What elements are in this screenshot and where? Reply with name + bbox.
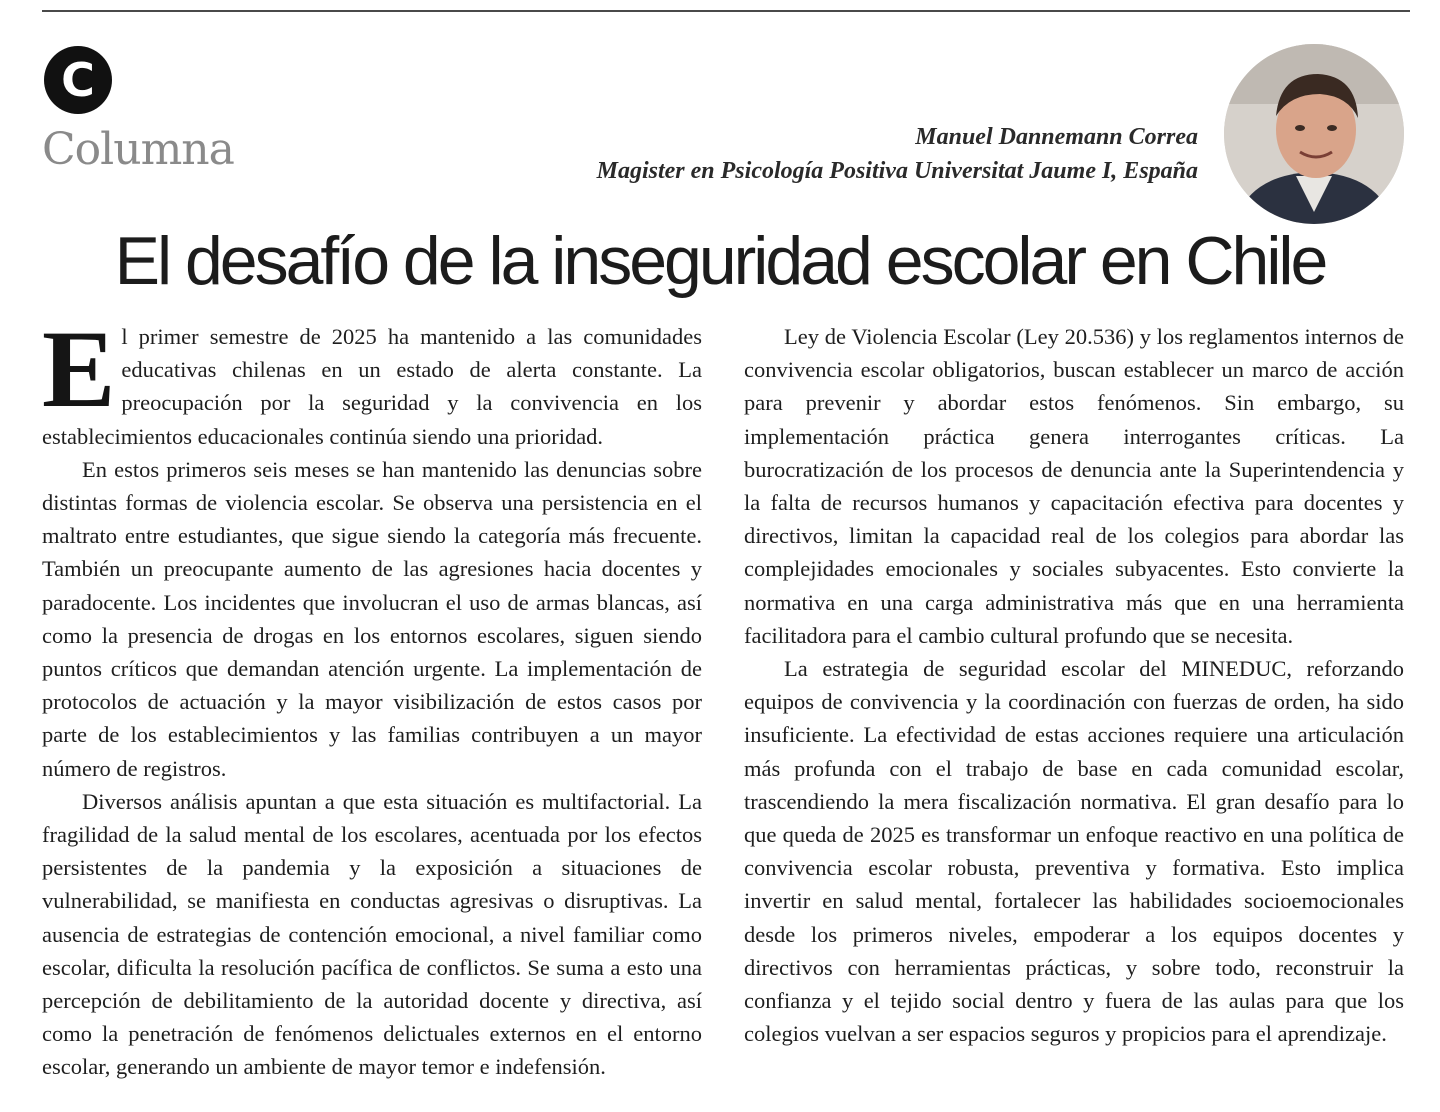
- byline: [597, 120, 1198, 188]
- section-badge: [44, 46, 112, 114]
- author-title: Magister en Psicología Positiva Universitat Jaume I, España: [596, 158, 1198, 184]
- paragraph-3: Diversos análisis apuntan a que esta situación es multifactorial. La fragilidad de la salud mental de los escolares, acentuada por los efectos persistentes de la pandemia y la exposición a situaciones de vulnerabilidad, se manifiesta en conductas agresivas o disruptivas. La ausencia de estrategias de contención emocional, a nivel familiar como escolar, dificulta la resolución pacífica de conflictos. Se suma a esto una percepción de debilitamiento de la autoridad docente y directiva, así como la penetración de fenómenos delictuales externos en el entorno escolar, generando un ambiente de mayor temor e indefensión.: [42, 788, 702, 1080]
- drop-cap: E: [42, 308, 116, 430]
- headline: El desafío de la inseguridad escolar en Chile: [114, 223, 1326, 299]
- author-name: Manuel Dannemann Correa: [915, 124, 1198, 150]
- paragraph-2: En estos primeros seis meses se han mantenido las denuncias sobre distintas formas de violencia escolar. Se observa una persistencia en el maltrato entre estudiantes, que sigue siendo la categoría más frecuente. También un preocupante aumento de las agresiones hacia docentes y paradocente. Los incidentes que involucran el uso de armas blancas, así como la presencia de drogas en los entornos escolares, siguen siendo puntos críticos que demandan atención urgente. La implementación de protocolos de actuación y la mayor visibilización de estos casos por parte de los establecimientos y las familias contribuyen a un mayor número de registros.: [42, 456, 702, 781]
- badge-letter: C: [61, 53, 95, 107]
- top-rule: [42, 10, 1410, 12]
- article-column-right: [744, 320, 1404, 1050]
- author-portrait-icon: [1224, 44, 1404, 224]
- paragraph-1-text: l primer semestre de 2025 ha mantenido a las comunidades educativas chilenas en un estado de alerta constante. La preocupación por la seguridad y la convivencia en los establecimientos educacionales continúa siendo una prioridad.: [42, 324, 702, 449]
- paragraph-1: [42, 308, 702, 453]
- paragraph-4: Ley de Violencia Escolar (Ley 20.536) y los reglamentos internos de convivencia escolar obligatorios, buscan establecer un marco de acción para prevenir y abordar estos fenómenos. Sin embargo, su implementación práctica genera interrogantes críticas. La burocratización de los procesos de denuncia ante la Superintendencia y la falta de recursos humanos y capacitación efectiva para docentes y directivos, limitan la capacidad real de los colegios para abordar las complejidades emocionales y sociales subyacentes. Esto convierte la normativa en una carga administrativa más que en una herramienta facilitadora para el cambio cultural profundo que se necesita.: [744, 324, 1404, 648]
- paragraph-5: La estrategia de seguridad escolar del MINEDUC, reforzando equipos de convivencia y la coordinación con fuerzas de orden, ha sido insuficiente. La efectividad de estas acciones requiere una articulación más profunda con el trabajo de base en cada comunidad escolar, trascendiendo la mera fiscalización normativa. El gran desafío para lo que queda de 2025 es transformar un enfoque reactivo en una política de convivencia escolar robusta, preventiva y formativa. Esto implica invertir en salud mental, fortalecer las habilidades socioemocionales desde los primeros niveles, empoderar a los equipos docentes y directivos con herramientas prácticas, y sobre todo, reconstruir la confianza y el tejido social dentro y fuera de las aulas para que los colegios vuelvan a ser espacios seguros y propicios para el aprendizaje.: [744, 656, 1404, 1047]
- section-label: Columna: [42, 124, 234, 175]
- author-photo: [1224, 44, 1404, 224]
- article-column-left: [42, 308, 702, 1084]
